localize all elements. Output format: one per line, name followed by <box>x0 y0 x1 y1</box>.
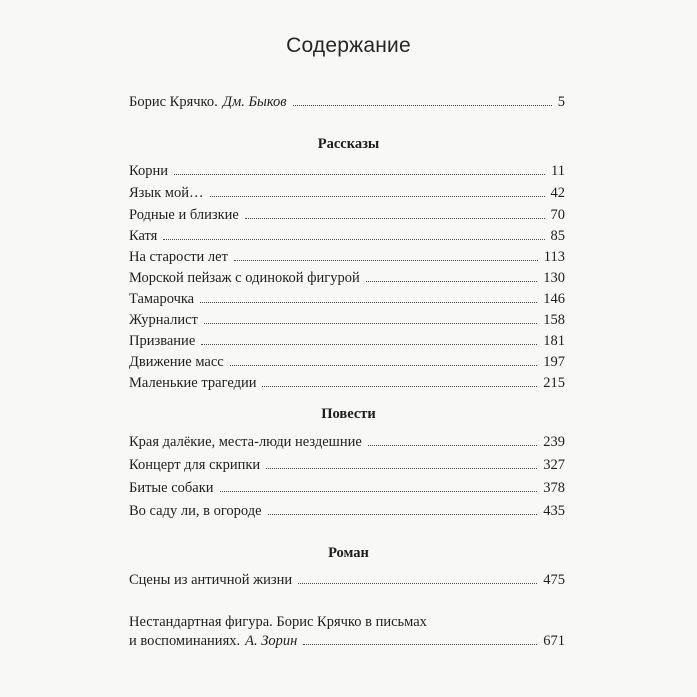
toc-entry[interactable] <box>129 291 565 308</box>
entry-label: Морской пейзаж с одинокой фигурой <box>129 270 360 286</box>
section-heading-novel: Роман <box>328 545 369 561</box>
dot-leader <box>262 386 537 387</box>
toc-entry[interactable] <box>129 228 565 245</box>
toc-entry[interactable] <box>129 503 565 520</box>
dot-leader <box>368 445 537 446</box>
entry-label: Во саду ли, в огороде <box>129 503 262 519</box>
entry-page: 435 <box>543 503 565 519</box>
entry-page: 146 <box>543 291 565 307</box>
toc-entry[interactable] <box>129 375 565 392</box>
dot-leader <box>210 196 545 197</box>
entry-page: 130 <box>543 270 565 286</box>
entry-label: На старости лет <box>129 249 228 265</box>
entry-page: 70 <box>550 207 565 223</box>
toc-entry[interactable] <box>129 457 565 474</box>
entry-page: 239 <box>543 434 565 450</box>
entry-page: 181 <box>543 333 565 349</box>
entry-author: А. Зорин <box>245 633 298 649</box>
entry-label: Родные и близкие <box>129 207 239 223</box>
dot-leader <box>298 583 537 584</box>
entry-label: Края далёкие, места-люди нездешние <box>129 434 362 450</box>
toc-entry[interactable] <box>129 207 565 224</box>
toc-entry[interactable] <box>129 270 565 287</box>
dot-leader <box>201 344 537 345</box>
entry-label: Маленькие трагедии <box>129 375 257 391</box>
entry-label: Язык мой… <box>129 185 204 201</box>
entry-label: Тамарочка <box>129 291 195 307</box>
dot-leader <box>200 302 537 303</box>
dot-leader <box>163 239 544 240</box>
dot-leader <box>234 260 538 261</box>
appendix-title-line: Нестандартная фигура. Борис Крячко в письмах <box>129 614 427 630</box>
dot-leader <box>220 491 538 492</box>
entry-page: 378 <box>543 480 565 496</box>
dot-leader <box>230 365 538 366</box>
entry-label: Концерт для скрипки <box>129 457 261 473</box>
toc-entry[interactable] <box>129 480 565 497</box>
page-title: Содержание <box>286 34 411 57</box>
entry-page: 85 <box>550 228 565 244</box>
toc-entry[interactable] <box>129 572 565 589</box>
toc-entry-appendix[interactable] <box>129 633 565 650</box>
entry-label: Сцены из античной жизни <box>129 572 293 588</box>
toc-entry[interactable] <box>129 163 565 180</box>
section-heading-stories: Рассказы <box>317 136 380 152</box>
entry-page: 475 <box>543 572 565 588</box>
entry-label: Катя <box>129 228 158 244</box>
dot-leader <box>204 323 537 324</box>
entry-page: 197 <box>543 354 565 370</box>
entry-label: Битые собаки <box>129 480 214 496</box>
entry-label: Корни <box>129 163 168 179</box>
entry-page: 113 <box>543 249 565 265</box>
entry-label: Борис Крячко. <box>129 94 218 110</box>
dot-leader <box>366 281 537 282</box>
entry-author: Дм. Быков <box>222 94 287 110</box>
entry-label: Журналист <box>129 312 198 328</box>
toc-entry[interactable] <box>129 434 565 451</box>
entry-label: Движение масс <box>129 354 224 370</box>
entry-page: 215 <box>543 375 565 391</box>
entry-page: 5 <box>557 94 565 110</box>
toc-entry[interactable] <box>129 333 565 350</box>
dot-leader <box>303 644 537 645</box>
entry-page: 42 <box>550 185 565 201</box>
entry-label: и воспоминаниях. <box>129 633 241 649</box>
toc-entry-intro[interactable] <box>129 94 565 111</box>
entry-label: Призвание <box>129 333 196 349</box>
dot-leader <box>245 218 545 219</box>
entry-page: 11 <box>551 163 565 179</box>
dot-leader <box>174 174 545 175</box>
dot-leader <box>268 514 538 515</box>
toc-entry[interactable] <box>129 249 565 266</box>
toc-entry[interactable] <box>129 354 565 371</box>
toc-entry[interactable] <box>129 312 565 329</box>
entry-page: 327 <box>543 457 565 473</box>
section-heading-novellas: Повести <box>321 406 376 422</box>
toc-entry[interactable] <box>129 185 565 202</box>
dot-leader <box>266 468 537 469</box>
dot-leader <box>293 105 552 106</box>
entry-page: 158 <box>543 312 565 328</box>
entry-page: 671 <box>543 633 565 649</box>
